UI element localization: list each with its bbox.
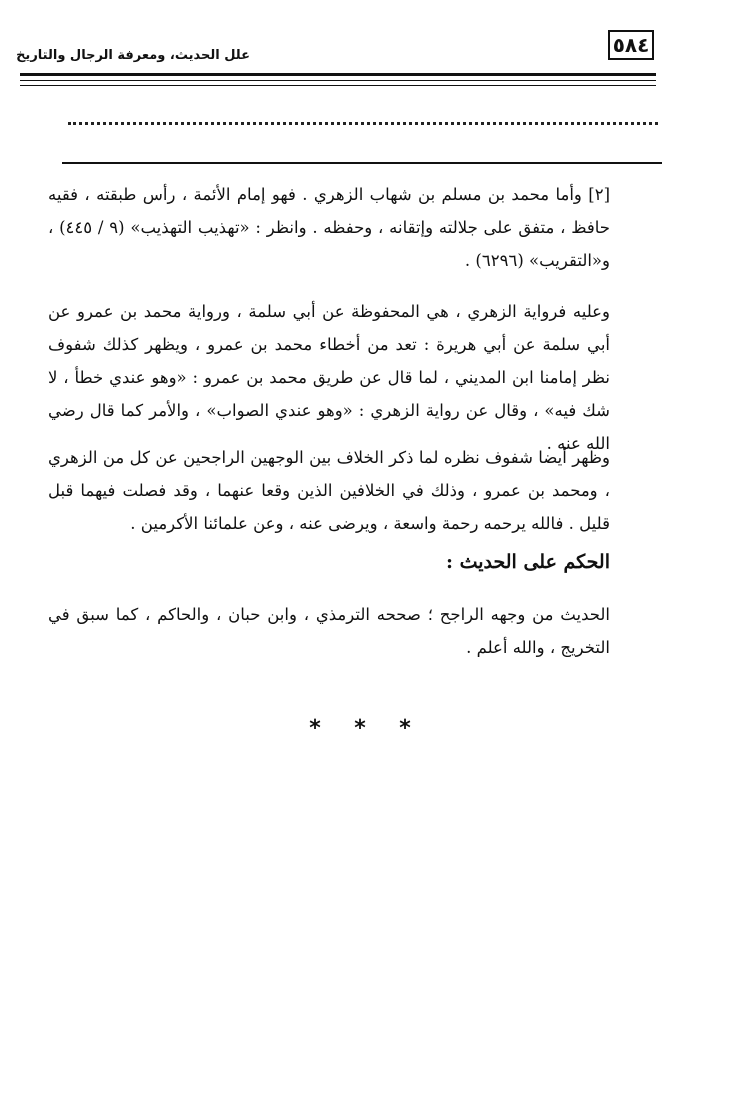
asterisk-symbol: * — [399, 716, 411, 741]
section-heading: الحكم على الحديث : — [445, 551, 610, 573]
page-number: ٥٨٤ — [608, 30, 654, 60]
paragraph-1: وعليه فرواية الزهري ، هي المحفوظة عن أبي سلمة ، ورواية محمد بن عمرو عن أبي سلمة عن أبي هريرة : تعد من أخطاء محمد بن عمرو ، ويظهر كذلك شفوف نظر إمامنا ابن المديني ، لما قال عن طريق محمد بن عمرو : «وهو عندي خطأ ، لا شك فيه» ، وقال عن رواية الزهري : «وهو عندي الصواب» ، والأمر كما قال رضي الله عنه . — [48, 302, 610, 453]
paragraph-3: الحديث من وجهه الراجح ؛ صححه الترمذي ، وابن حبان ، والحاكم ، كما سبق في التخريج ، والله أعلم . — [48, 605, 610, 657]
asterisk-symbol: * — [354, 716, 366, 741]
asterisk-separator — [300, 716, 420, 746]
header-rule-thin-2 — [20, 85, 656, 86]
footnote-separator — [62, 162, 662, 164]
dotted-line — [68, 122, 658, 135]
footnote-text: [٢] وأما محمد بن مسلم بن شهاب الزهري . فهو إمام الأئمة ، رأس طبقته ، فقيه حافظ ، متفق على جلالته وإتقانه ، وحفظه . وانظر : «تهذيب التهذيب» (٩ / ٤٤٥) ، و«التقريب» (٦٢٩٦) . — [48, 185, 610, 270]
paragraph-2: وظهر أيضا شفوف نظره لما ذكر الخلاف بين الوجهين الراجحين عن كل من الزهري ، ومحمد بن عمرو ، وذلك في الخلافين الذين وقعا عنهما ، وقد فصلت فيهما قبل قليل . فالله يرحمه رحمة واسعة ، ويرضى عنه ، وعن علمائنا الأكرمين . — [48, 448, 610, 533]
running-title: علل الحديث، ومعرفة الرجال والتاريخ — [16, 48, 250, 63]
header-rule-thick — [20, 73, 656, 76]
header-rule-thin — [20, 80, 656, 81]
asterisk-symbol: * — [309, 716, 321, 741]
